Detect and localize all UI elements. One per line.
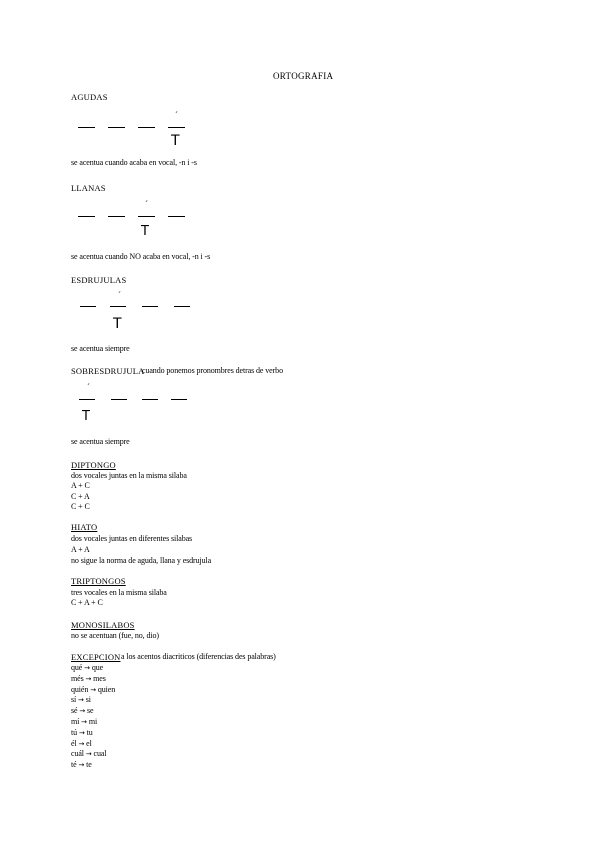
sobresdrujula-rule: se acentua siempre <box>71 437 130 446</box>
stress-marker: T <box>82 409 90 424</box>
syllable-slot <box>142 306 158 307</box>
unaccented-word: el <box>86 738 92 748</box>
diacritic-pair <box>71 706 115 717</box>
diacritic-pair <box>71 749 115 760</box>
accented-word: él <box>71 738 77 748</box>
unaccented-word: si <box>85 695 91 705</box>
accent-mark: ´ <box>87 382 90 392</box>
sobresdrujula-note: cuando ponemos pronombres detras de verbo <box>142 366 283 375</box>
llanas-heading: LLANAS <box>71 183 106 193</box>
unaccented-word: te <box>86 760 92 770</box>
esdrujulas-rule: se acentua siempre <box>71 344 130 353</box>
accented-word: quién <box>71 684 89 694</box>
accent-mark: ´ <box>145 199 148 209</box>
unaccented-word: se <box>87 706 94 716</box>
hiato-line: A + A <box>71 545 90 554</box>
syllable-slot <box>142 399 158 400</box>
syllable-slot-stressed <box>168 127 185 128</box>
diacritic-pair <box>71 717 115 728</box>
excepcion-note: a los acentos diacriticos (diferencias des palabras) <box>121 652 276 661</box>
diacritic-pair <box>71 674 115 685</box>
syllable-slot <box>168 216 185 217</box>
accent-mark: ´ <box>118 290 121 300</box>
arrow-icon: → <box>78 739 85 748</box>
diacritic-list <box>71 663 115 771</box>
arrow-icon: → <box>90 685 96 694</box>
stress-marker: T <box>171 133 180 149</box>
diacritic-pair <box>71 728 115 739</box>
page-title: ORTOGRAFIA <box>273 71 334 81</box>
arrow-icon: → <box>78 728 85 737</box>
esdrujulas-heading: ESDRUJULAS <box>71 275 127 285</box>
unaccented-word: quien <box>97 684 116 694</box>
syllable-slot-stressed <box>110 306 126 307</box>
sobresdrujula-heading: SOBRESDRUJULA <box>71 366 145 376</box>
unaccented-word: tu <box>86 727 93 737</box>
unaccented-word: mi <box>88 716 98 726</box>
excepcion-heading: EXCEPCION <box>71 652 121 662</box>
syllable-slot-stressed <box>79 399 95 400</box>
diptongo-line: C + C <box>71 502 90 511</box>
diacritic-pair <box>71 685 115 696</box>
arrow-icon: → <box>84 664 90 672</box>
agudas-rule: se acentua cuando acaba en vocal, -n i -s <box>71 158 197 167</box>
syllable-slot <box>78 216 95 217</box>
accented-word: cuál <box>71 749 84 759</box>
accented-word: qué <box>71 663 83 672</box>
diacritic-pair <box>71 663 115 674</box>
accented-word: tú <box>71 727 78 737</box>
syllable-slot <box>171 399 187 400</box>
unaccented-word: que <box>91 663 104 672</box>
syllable-slot-stressed <box>138 216 155 217</box>
stress-marker: T <box>113 316 122 332</box>
diptongo-line: dos vocales juntas en la misma silaba <box>71 471 187 480</box>
arrow-icon: → <box>78 696 84 705</box>
syllable-slot <box>108 127 125 128</box>
arrow-icon: → <box>85 750 92 759</box>
monosilabos-line: no se acentuan (fue, no, dio) <box>71 631 159 640</box>
unaccented-word: mes <box>93 673 106 683</box>
diacritic-pair <box>71 739 115 750</box>
triptongos-line: C + A + C <box>71 598 103 607</box>
diptongo-heading: DIPTONGO <box>71 460 116 470</box>
syllable-slot <box>138 127 155 128</box>
accented-word: més <box>71 673 84 683</box>
hiato-line: no sigue la norma de aguda, llana y esdrujula <box>71 556 212 565</box>
agudas-heading: AGUDAS <box>71 92 108 102</box>
arrow-icon: → <box>85 674 92 683</box>
triptongos-line: tres vocales en la misma silaba <box>71 588 167 597</box>
triptongos-heading: TRIPTONGOS <box>71 576 126 586</box>
accented-word: sé <box>71 706 78 716</box>
syllable-slot <box>111 399 127 400</box>
arrow-icon: → <box>81 717 87 726</box>
syllable-slot <box>174 306 190 307</box>
syllable-slot <box>78 127 95 128</box>
syllable-slot <box>108 216 125 217</box>
hiato-line: dos vocales juntas en diferentes silabas <box>71 534 193 543</box>
llanas-rule: se acentua cuando NO acaba en vocal, -n i -s <box>71 252 211 261</box>
accented-word: sí <box>71 695 77 705</box>
diacritic-pair <box>71 760 115 771</box>
diptongo-line: C + A <box>71 492 90 501</box>
diptongo-line: A + C <box>71 481 90 490</box>
stress-marker: T <box>141 224 149 239</box>
arrow-icon: → <box>78 761 85 770</box>
accent-mark: ´ <box>175 110 178 120</box>
monosilabos-heading: MONOSILABOS <box>71 620 135 630</box>
accented-word: mí <box>71 716 80 726</box>
hiato-heading: HIATO <box>71 522 98 532</box>
arrow-icon: → <box>79 707 86 716</box>
diacritic-pair <box>71 695 115 706</box>
syllable-slot <box>80 306 96 307</box>
accented-word: té <box>71 760 77 770</box>
unaccented-word: cual <box>93 749 107 759</box>
